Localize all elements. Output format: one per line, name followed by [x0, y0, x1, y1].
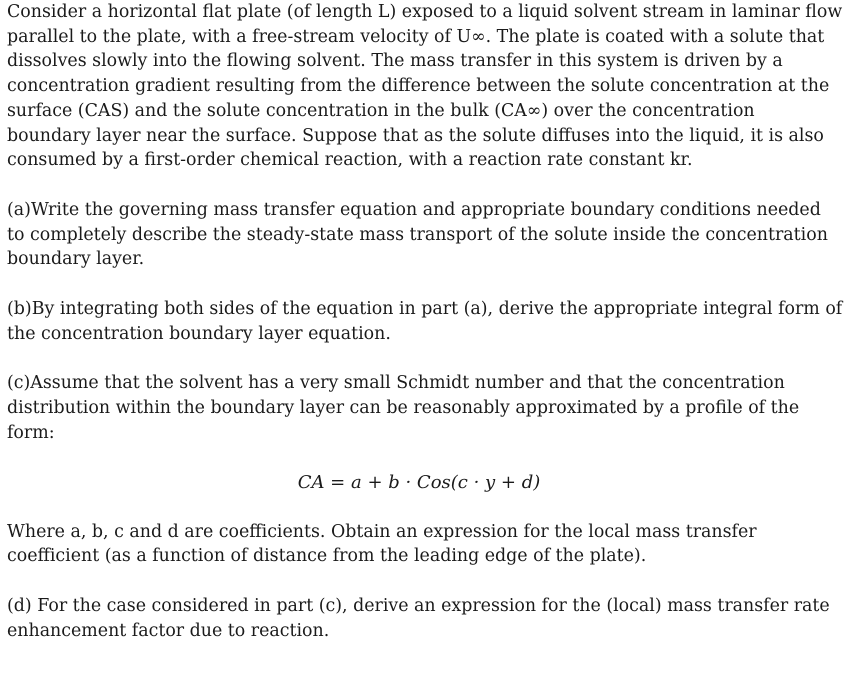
- intro-paragraph: [7, 0, 843, 173]
- part-d-paragraph: [7, 594, 843, 643]
- part-c-text: (c)Assume that the solvent has a very small Schmidt number and that the concentration distribution within the boundary layer can be reasonably approximated by a profile of the form:: [7, 373, 800, 443]
- where-paragraph: [7, 520, 843, 569]
- where-text: Where a, b, c and d are coefficients. Obtain an expression for the local mass transfer coefficient (as a function of distance from the leading edge of the plate).: [7, 521, 757, 567]
- problem-document: [7, 0, 843, 643]
- part-b-paragraph: [7, 297, 843, 346]
- intro-text: Consider a horizontal flat plate (of length L) exposed to a liquid solvent stream in laminar flow parallel to the plate, with a free-stream velocity of U∞. The plate is coated with a solute that dissolves slowly into the flowing solvent. The mass transfer in this system is driven by a concentration gradient resulting from the difference between the solute concentration at the surface (CAS) and the solute concentration in the bulk (CA∞) over the concentration boundary layer near the surface. Suppose that as the solute diffuses into the liquid, it is also consumed by a first-order chemical reaction, with a reaction rate constant kr.: [7, 2, 843, 171]
- part-a-text: (a)Write the governing mass transfer equation and appropriate boundary conditions needed to completely describe the steady-state mass transport of the solute inside the concentration boundary layer.: [7, 199, 828, 270]
- part-a-paragraph: [7, 198, 843, 272]
- part-c-paragraph: [7, 371, 843, 445]
- part-d-text: (d) For the case considered in part (c), derive an expression for the (local) mass transfer rate enhancement factor due to reaction.: [7, 595, 830, 641]
- part-b-text: (b)By integrating both sides of the equation in part (a), derive the appropriate integral form of the concentration boundary layer equation.: [7, 299, 843, 344]
- concentration-profile-equation: [7, 471, 843, 495]
- equation-text: CA = a + b · Cos(c · y + d): [297, 471, 541, 493]
